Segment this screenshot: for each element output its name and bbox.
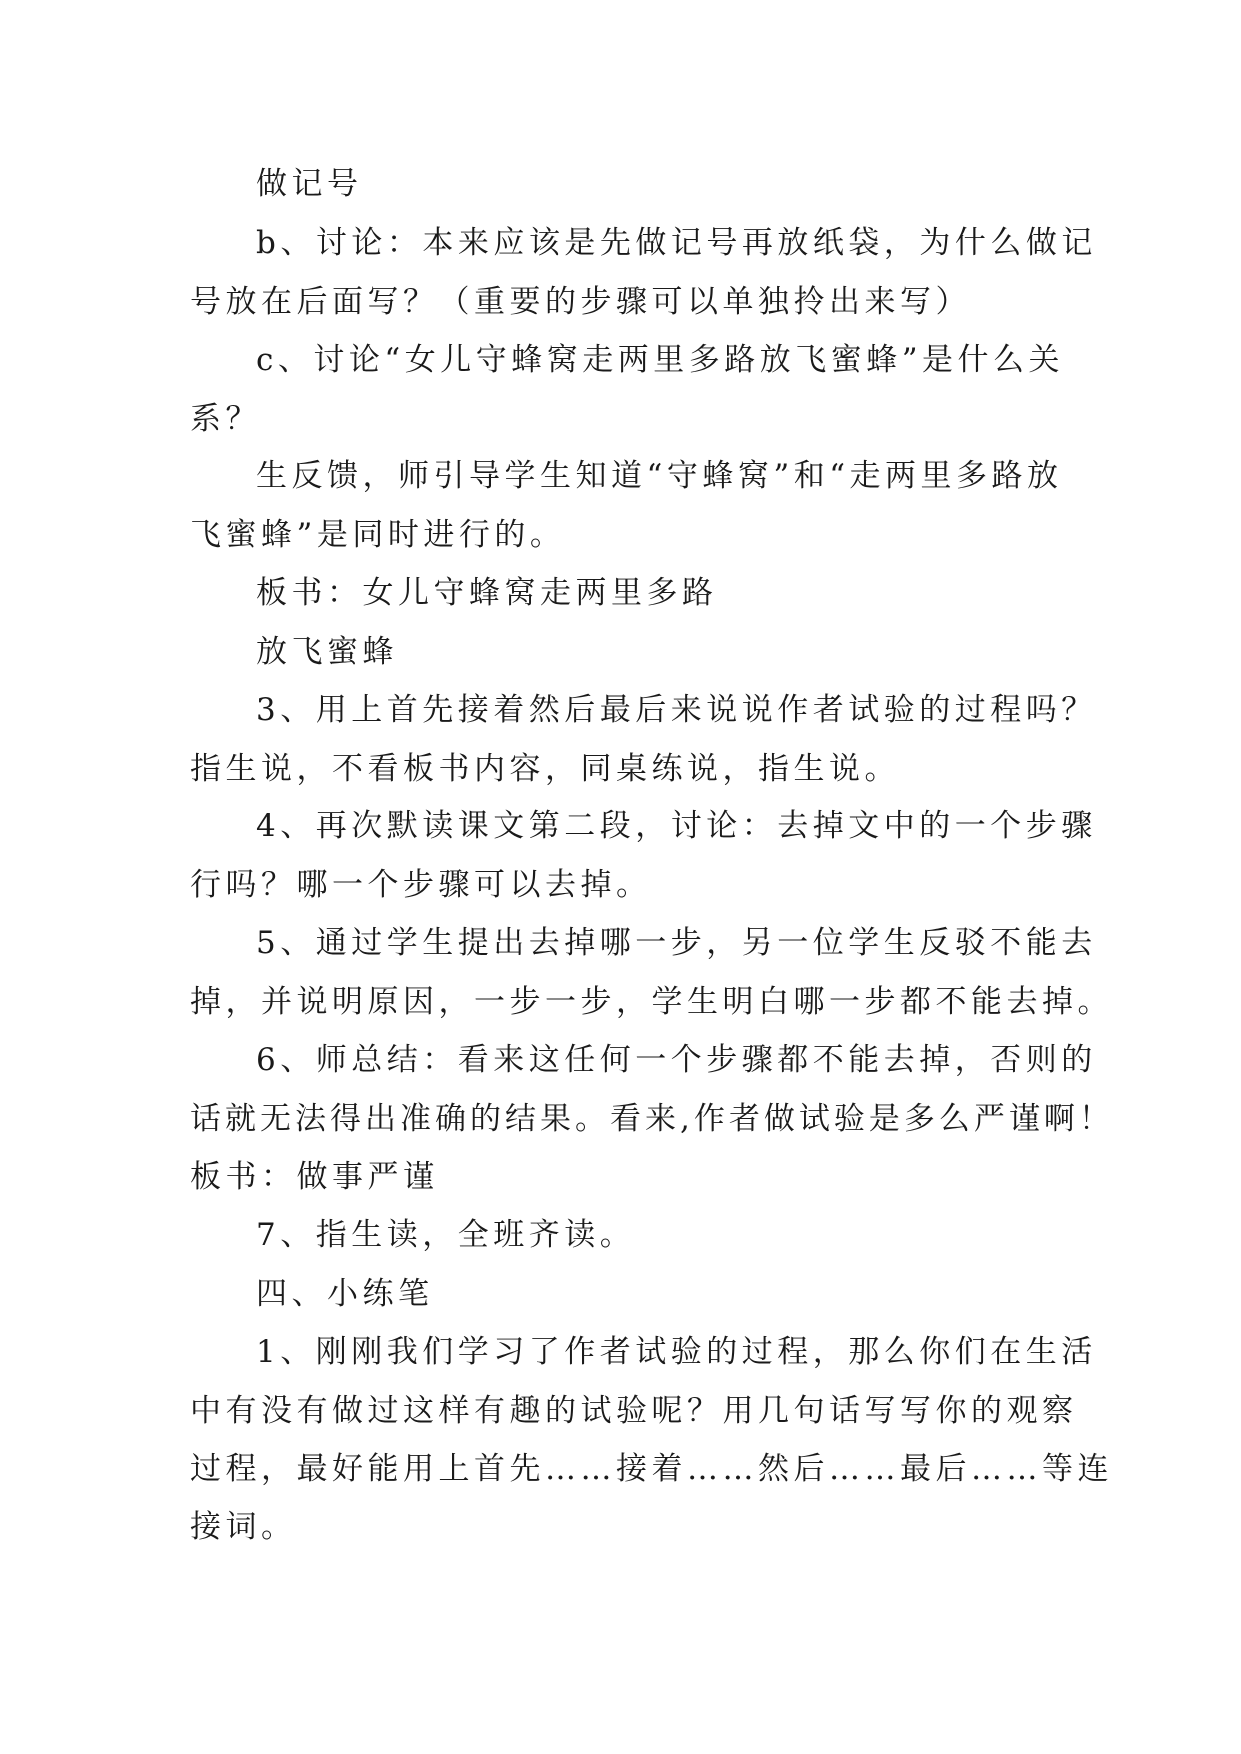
text-line: c、讨论“女儿守蜂窝走两里多路放飞蜜蜂”是什么关 [256,342,1065,378]
text-line: 接词。 [190,1509,297,1545]
text-line: 5、通过学生提出去掉哪一步，另一位学生反驳不能去 [256,925,1097,961]
text-line: 4、再次默读课文第二段，讨论：去掉文中的一个步骤 [256,808,1097,844]
text-line: b、讨论：本来应该是先做记号再放纸袋，为什么做记 [256,225,1097,261]
text-line: 生反馈，师引导学生知道“守蜂窝”和“走两里多路放 [256,458,1063,494]
text-line: 板书：女儿守蜂窝走两里多路 [256,575,718,611]
text-line: 过程，最好能用上首先……接着……然后……最后……等连 [190,1451,1113,1487]
text-line: 板书：做事严谨 [190,1159,439,1195]
text-line: 做记号 [256,166,363,202]
text-line: 飞蜜蜂”是同时进行的。 [190,517,566,553]
text-line: 1、刚刚我们学习了作者试验的过程，那么你们在生活 [256,1334,1097,1370]
text-line: 系？ [190,401,261,437]
text-line: 话就无法得出准确的结果。看来,作者做试验是多么严谨啊！ [190,1101,1114,1137]
text-line: 3、用上首先接着然后最后来说说作者试验的过程吗？ [256,692,1097,728]
text-line: 指生说，不看板书内容，同桌练说，指生说。 [190,751,900,787]
text-line: 放飞蜜蜂 [256,634,398,670]
text-line: 号放在后面写？（重要的步骤可以单独拎出来写） [190,284,971,320]
text-line: 6、师总结：看来这任何一个步骤都不能去掉，否则的 [256,1042,1097,1078]
text-line: 掉，并说明原因，一步一步，学生明白哪一步都不能去掉。 [190,984,1113,1020]
text-line: 中有没有做过这样有趣的试验呢？用几句话写写你的观察 [190,1393,1078,1429]
section-heading: 四、小练笔 [256,1276,434,1312]
text-line: 7、指生读，全班齐读。 [256,1217,636,1253]
text-line: 行吗？哪一个步骤可以去掉。 [190,867,652,903]
